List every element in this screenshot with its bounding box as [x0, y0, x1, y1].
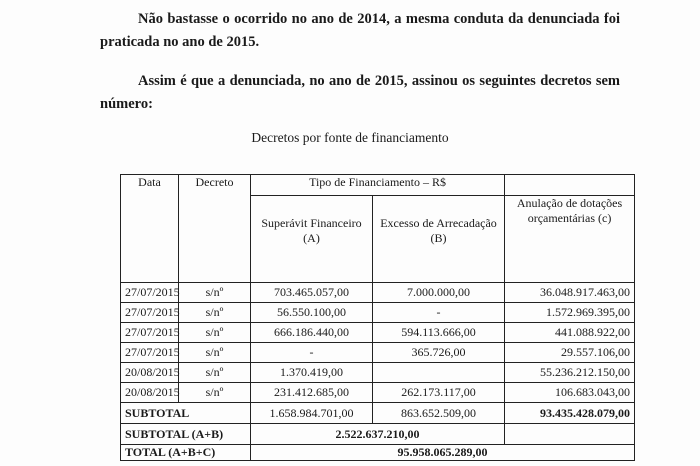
- row-decree: s/nº: [179, 323, 251, 343]
- subtotal-ab-value: 2.522.637.210,00: [251, 424, 505, 445]
- table-row: [121, 303, 635, 323]
- row-anulacao: 36.048.917.463,00: [505, 283, 635, 303]
- table-header-row: [121, 175, 635, 196]
- total-row: [121, 445, 635, 461]
- row-decree: s/nº: [179, 343, 251, 363]
- header-funding-type: Tipo de Financiamento – R$: [251, 175, 505, 196]
- row-date: 20/08/2015: [121, 383, 179, 403]
- subtotal-anulacao: 93.435.428.079,00: [505, 403, 635, 424]
- row-decree: s/nº: [179, 303, 251, 323]
- table-row: [121, 323, 635, 343]
- row-decree: s/nº: [179, 283, 251, 303]
- paragraph-2: [100, 70, 620, 116]
- row-anulacao: 441.088.922,00: [505, 323, 635, 343]
- row-date: 27/07/2015: [121, 283, 179, 303]
- row-date: 20/08/2015: [121, 363, 179, 383]
- row-excesso: 365.726,00: [373, 343, 505, 363]
- table-title: Decretos por fonte de financiamento: [251, 130, 449, 145]
- row-excesso: 262.173.117,00: [373, 383, 505, 403]
- row-superavit: 56.550.100,00: [251, 303, 373, 323]
- paragraph-2-text: Assim é que a denunciada, no ano de 2015, assinou os seguintes decretos sem número:: [100, 73, 620, 112]
- subtotal-row: [121, 403, 635, 424]
- row-date: 27/07/2015: [121, 303, 179, 323]
- row-anulacao: 1.572.969.395,00: [505, 303, 635, 323]
- row-superavit: 666.186.440,00: [251, 323, 373, 343]
- row-superavit: 1.370.419,00: [251, 363, 373, 383]
- subtotal-excesso: 863.652.509,00: [373, 403, 505, 424]
- row-decree: s/nº: [179, 363, 251, 383]
- row-excesso: 594.113.666,00: [373, 323, 505, 343]
- header-date: Data: [121, 175, 179, 283]
- row-superavit: 231.412.685,00: [251, 383, 373, 403]
- header-blank: [505, 175, 635, 196]
- table-row: [121, 343, 635, 363]
- subtotal-ab-label: SUBTOTAL (A+B): [121, 424, 251, 445]
- decrees-table: [120, 174, 635, 461]
- subtotal-ab-blank: [505, 424, 635, 445]
- row-superavit: 703.465.057,00: [251, 283, 373, 303]
- row-superavit: -: [251, 343, 373, 363]
- row-date: 27/07/2015: [121, 343, 179, 363]
- row-decree: s/nº: [179, 383, 251, 403]
- row-date: 27/07/2015: [121, 323, 179, 343]
- header-decree: Decreto: [179, 175, 251, 283]
- table-row: [121, 363, 635, 383]
- row-anulacao: 106.683.043,00: [505, 383, 635, 403]
- paragraph-1-text: Não bastasse o ocorrido no ano de 2014, a mesma conduta da denunciada foi praticada no ano de 2015.: [100, 11, 620, 50]
- header-superavit: Superávit Financeiro (A): [251, 196, 373, 283]
- row-excesso: -: [373, 303, 505, 323]
- header-anulacao: Anulação de dotações orçamentárias (c): [505, 196, 635, 283]
- row-anulacao: 55.236.212.150,00: [505, 363, 635, 383]
- header-excesso: Excesso de Arrecadação (B): [373, 196, 505, 283]
- total-label: TOTAL (A+B+C): [121, 445, 251, 461]
- table-row: [121, 283, 635, 303]
- row-anulacao: 29.557.106,00: [505, 343, 635, 363]
- row-excesso: 7.000.000,00: [373, 283, 505, 303]
- subtotal-label: SUBTOTAL: [121, 403, 251, 424]
- table-row: [121, 383, 635, 403]
- total-value: 95.958.065.289,00: [251, 445, 635, 461]
- row-excesso: [373, 363, 505, 383]
- subtotal-superavit: 1.658.984.701,00: [251, 403, 373, 424]
- subtotal-ab-row: [121, 424, 635, 445]
- paragraph-1: [100, 8, 620, 54]
